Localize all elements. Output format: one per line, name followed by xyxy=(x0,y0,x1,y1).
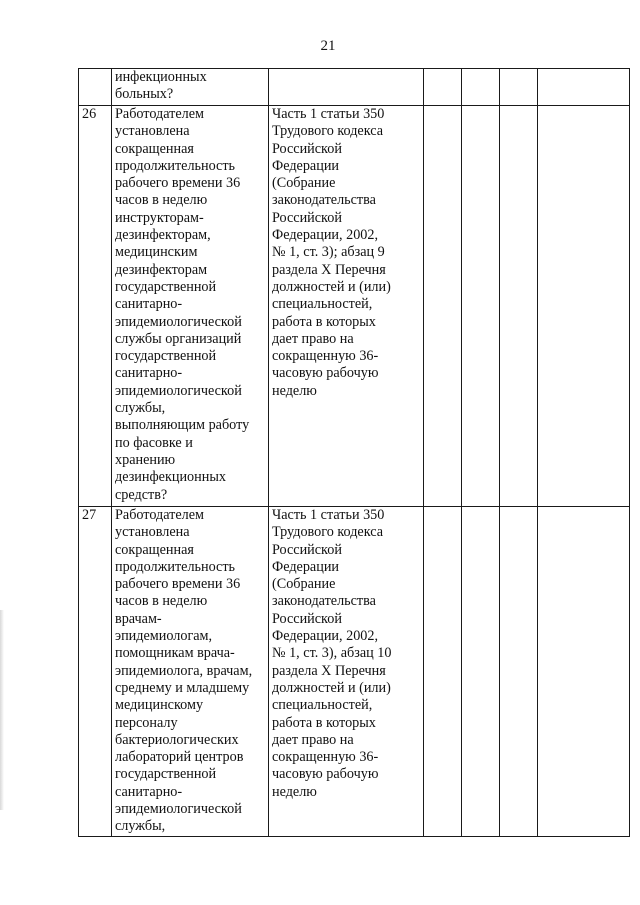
cell-text-line: медицинскому xyxy=(115,697,204,714)
cell-text-line: эпидемиологической xyxy=(115,801,242,818)
cell-text-line: санитарно- xyxy=(115,296,183,313)
cell-text-line: законодательства xyxy=(272,192,376,209)
row-number-cell xyxy=(79,69,112,106)
cell-text-line: государственной xyxy=(115,278,217,295)
cell-text-line: санитарно- xyxy=(115,365,183,382)
notes-cell xyxy=(538,69,630,106)
cell-text-line: выполняющим работу xyxy=(115,417,250,434)
cell-text-line: должностей и (или) xyxy=(272,679,391,696)
notes-cell xyxy=(538,106,630,507)
cell-text-line: средств? xyxy=(115,486,168,503)
cell-text-line: Трудового кодекса xyxy=(272,123,384,140)
cell-text-line: сокращенную 36- xyxy=(272,348,379,365)
cell-text-line: Работодателем xyxy=(115,106,205,122)
cell-text-line: рабочего времени 36 xyxy=(115,576,241,593)
cell-text-line: рабочего времени 36 xyxy=(115,175,241,192)
cell-text-line: службы, xyxy=(115,818,166,835)
cell-text-line: часовую рабочую xyxy=(272,365,379,382)
cell-text-line: часов в неделю xyxy=(115,192,208,209)
cell-text-line: Трудового кодекса xyxy=(272,524,384,541)
cell-text-line: среднему и младшему xyxy=(115,679,250,696)
cell-text-line: раздела X Перечня xyxy=(272,261,386,278)
cell-text-line: Часть 1 статьи 350 xyxy=(272,106,385,122)
answer-yes-cell xyxy=(424,106,462,507)
answer-yes-cell xyxy=(424,69,462,106)
cell-text-line: № 1, ст. 3); абзац 9 xyxy=(272,244,385,261)
cell-text-line: государственной xyxy=(115,766,217,783)
cell-text-line: медицинским xyxy=(115,244,198,261)
cell-text-line: установлена xyxy=(115,524,190,541)
cell-text-line: хранению xyxy=(115,451,176,468)
row-number-cell: 27 xyxy=(79,507,112,837)
cell-text-line: врачам- xyxy=(115,610,162,627)
cell-text-line: дает право на xyxy=(272,330,354,347)
cell-text-line: продолжительность xyxy=(115,157,236,174)
answer-yes-cell xyxy=(424,507,462,837)
cell-text-line: помощникам врача- xyxy=(115,645,235,662)
cell-text-line: неделю xyxy=(272,783,317,800)
cell-text-line: санитарно- xyxy=(115,783,183,800)
answer-no-cell xyxy=(462,507,500,837)
cell-text-line: должностей и (или) xyxy=(272,278,391,295)
cell-text-line: дезинфекционных xyxy=(115,469,226,486)
notes-cell xyxy=(538,507,630,837)
answer-no-cell xyxy=(462,106,500,507)
cell-text-line: Российской xyxy=(272,209,342,226)
scan-edge-shadow xyxy=(0,610,4,810)
answer-no-cell xyxy=(462,69,500,106)
question-cell xyxy=(112,507,269,837)
cell-text-line: часовую рабочую xyxy=(272,766,379,783)
cell-text-line: раздела X Перечня xyxy=(272,662,386,679)
cell-text-line: законодательства xyxy=(272,593,376,610)
cell-text-line: продолжительность xyxy=(115,558,236,575)
reference-cell xyxy=(269,106,424,507)
cell-text-line: специальностей, xyxy=(272,697,373,714)
cell-text-line: эпидемиологической xyxy=(115,313,242,330)
question-cell xyxy=(112,69,269,106)
cell-text-line: Федерации, 2002, xyxy=(272,628,379,645)
cell-text-line: больных? xyxy=(115,86,174,103)
cell-text-line: службы, xyxy=(115,400,166,417)
answer-na-cell xyxy=(500,106,538,507)
cell-text-line: инфекционных xyxy=(115,69,207,85)
cell-text-line: по фасовке и xyxy=(115,434,193,451)
cell-text-line: эпидемиолога, врачам, xyxy=(115,662,253,679)
cell-text-line: неделю xyxy=(272,382,317,399)
cell-text-line: эпидемиологической xyxy=(115,382,242,399)
page-number: 21 xyxy=(320,38,336,54)
cell-text-line: Часть 1 статьи 350 xyxy=(272,507,385,523)
cell-text-line: Работодателем xyxy=(115,507,205,523)
cell-text-line: инструкторам- xyxy=(115,209,204,226)
cell-text-line: установлена xyxy=(115,123,190,140)
cell-text-line: дезинфекторам xyxy=(115,261,208,278)
cell-text-line: Федерации xyxy=(272,157,340,174)
cell-text-line: Российской xyxy=(272,140,342,157)
answer-na-cell xyxy=(500,507,538,837)
cell-text-line: Федерации xyxy=(272,558,340,575)
question-cell xyxy=(112,106,269,507)
cell-text-line: сокращенную 36- xyxy=(272,749,379,766)
cell-text-line: специальностей, xyxy=(272,296,373,313)
cell-text-line: бактериологических xyxy=(115,731,239,748)
table-row xyxy=(79,106,630,507)
cell-text-line: эпидемиологам, xyxy=(115,628,213,645)
cell-text-line: дезинфекторам, xyxy=(115,227,211,244)
checklist-table xyxy=(78,68,630,837)
cell-text-line: Российской xyxy=(272,541,342,558)
cell-text-line: часов в неделю xyxy=(115,593,208,610)
table-row xyxy=(79,507,630,837)
cell-text-line: лабораторий центров xyxy=(115,749,244,766)
cell-text-line: Российской xyxy=(272,610,342,627)
cell-text-line: государственной xyxy=(115,348,217,365)
cell-text-line: № 1, ст. 3), абзац 10 xyxy=(272,645,392,662)
cell-text-line: (Собрание xyxy=(272,175,336,192)
cell-text-line: персоналу xyxy=(115,714,178,731)
cell-text-line: дает право на xyxy=(272,731,354,748)
answer-na-cell xyxy=(500,69,538,106)
cell-text-line: сокращенная xyxy=(115,541,194,558)
row-number-cell: 26 xyxy=(79,106,112,507)
reference-cell xyxy=(269,69,424,106)
cell-text-line: (Собрание xyxy=(272,576,336,593)
cell-text-line: работа в которых xyxy=(272,714,376,731)
reference-cell xyxy=(269,507,424,837)
cell-text-line: работа в которых xyxy=(272,313,376,330)
table-row xyxy=(79,69,630,106)
cell-text-line: сокращенная xyxy=(115,140,194,157)
cell-text-line: Федерации, 2002, xyxy=(272,227,379,244)
cell-text-line: службы организаций xyxy=(115,330,242,347)
